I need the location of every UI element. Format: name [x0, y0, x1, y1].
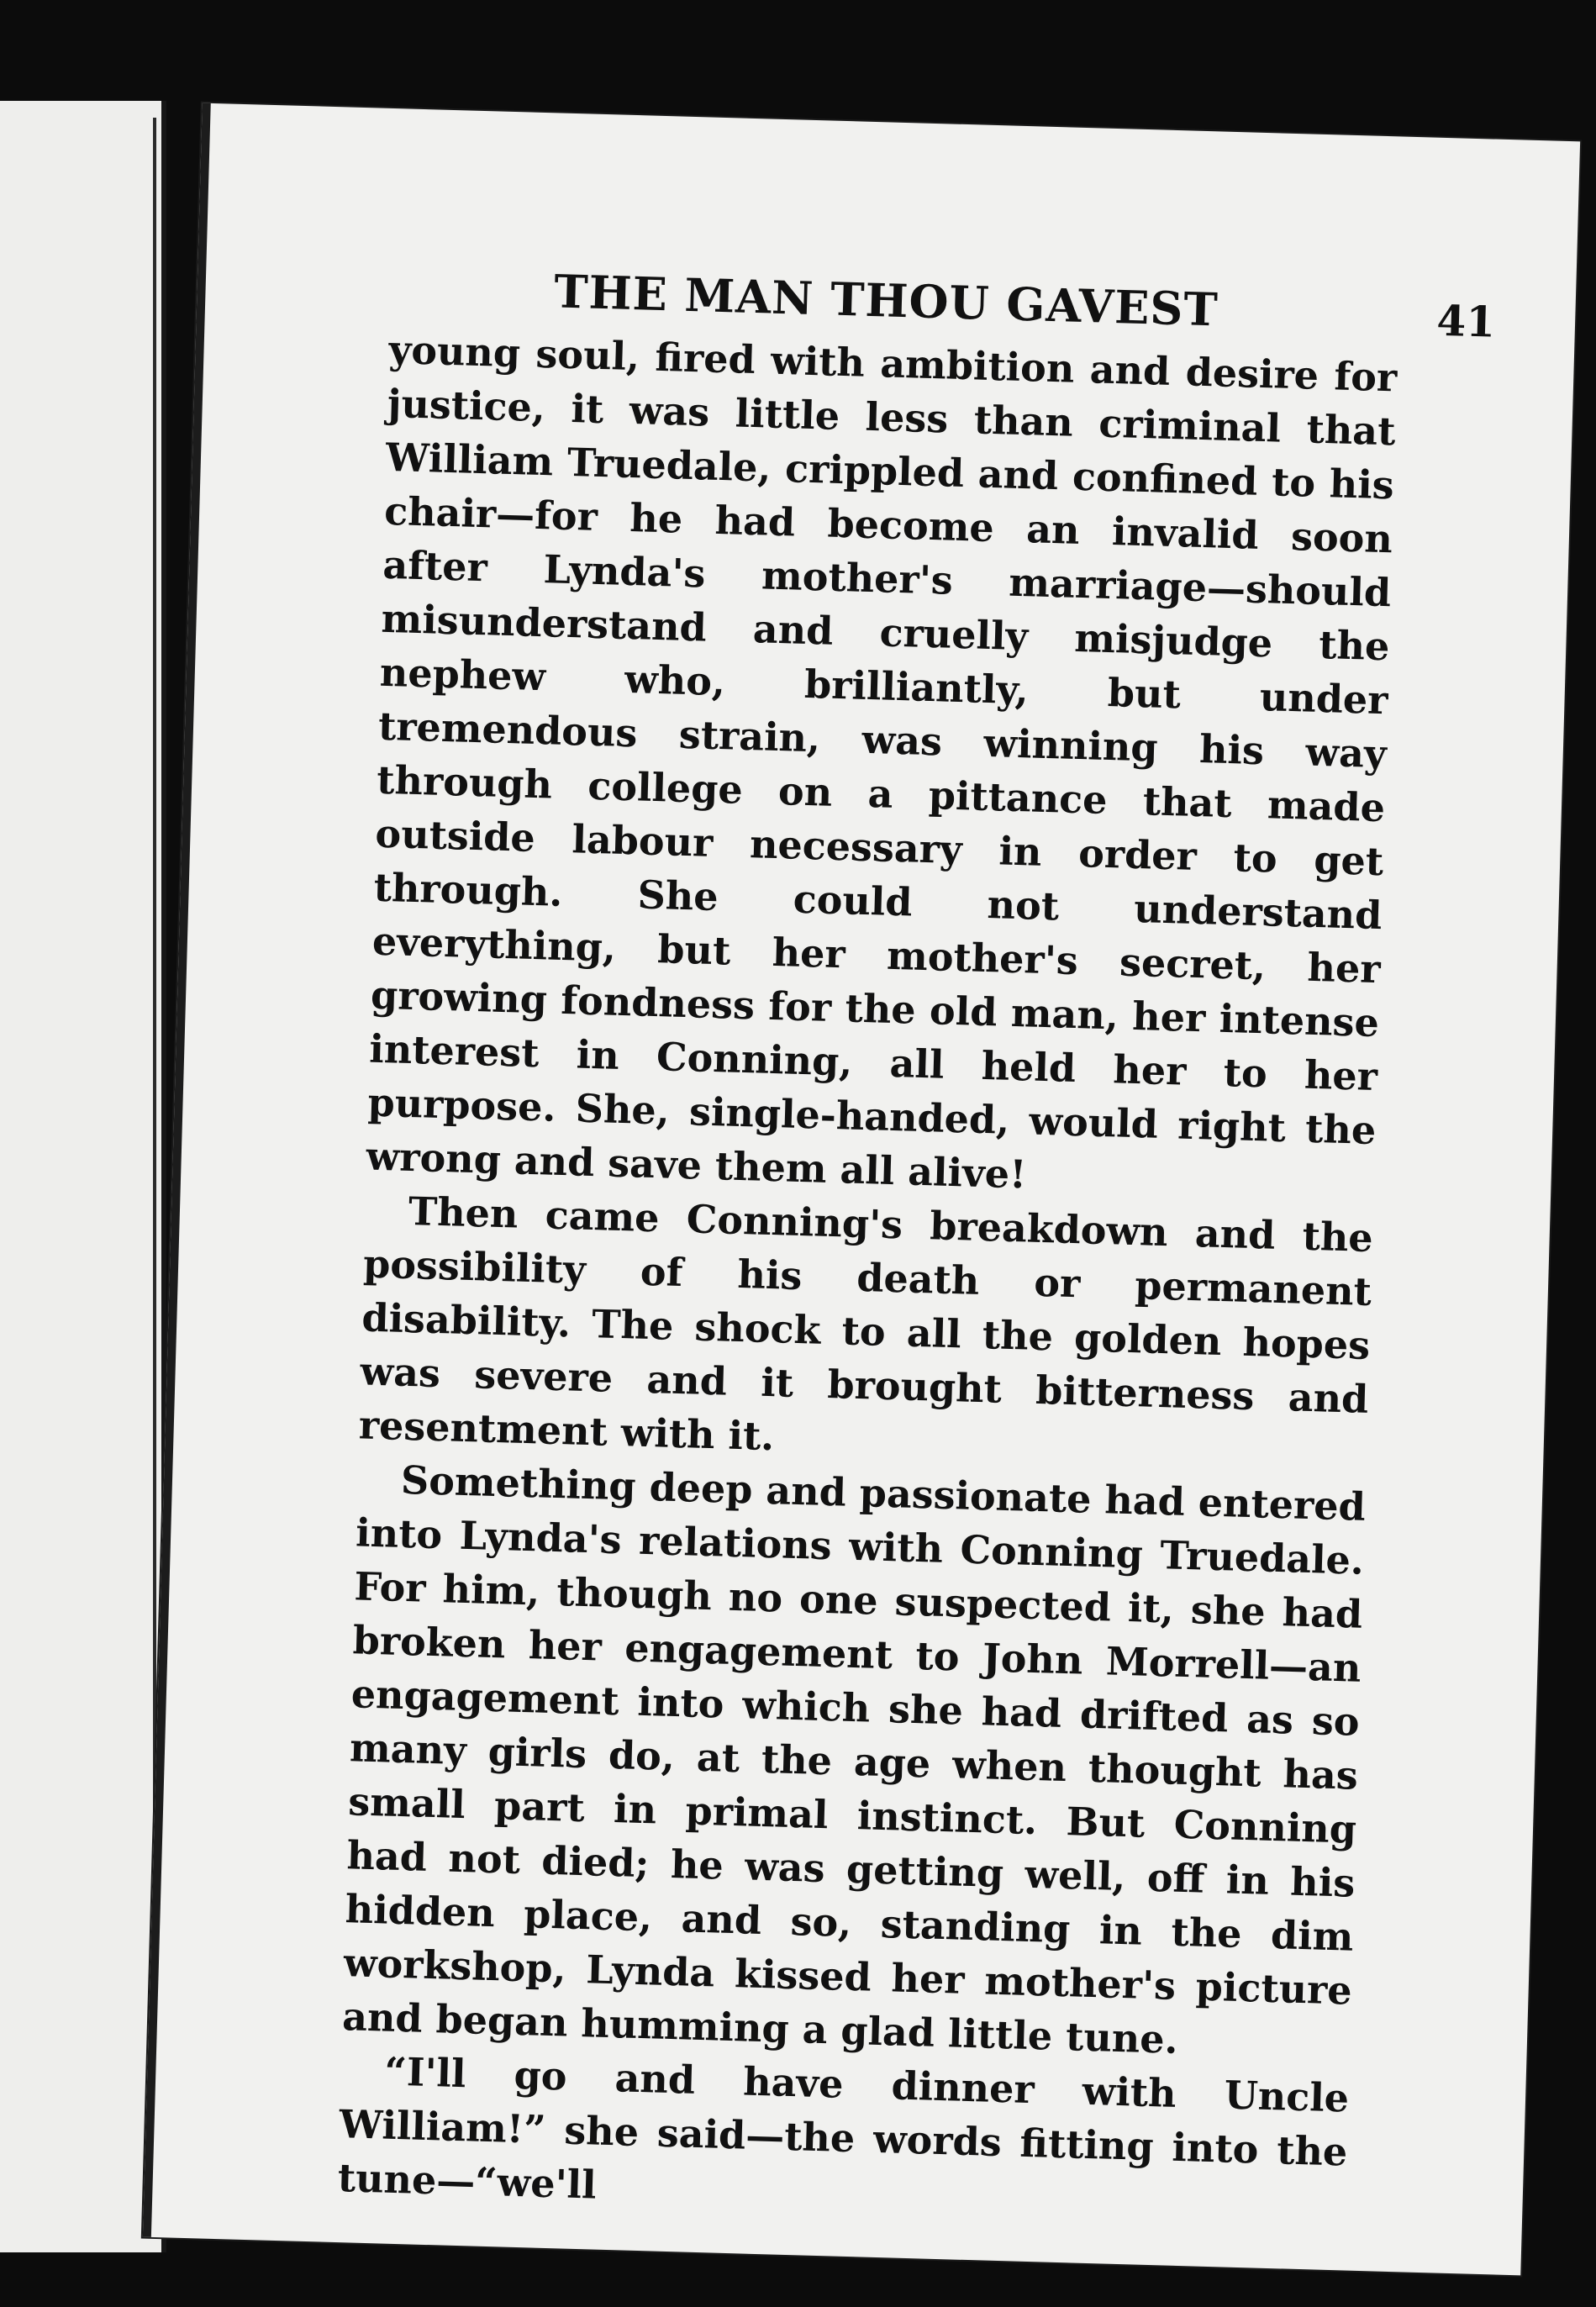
paragraph-3: Something deep and passionate had entered into Lynda's relations with Conning Truedale. For him, though no one suspected it, she had broken her engagement to John Morrell—an engagement into which she had drifted as so many girls do, at the age when thought has small part in primal instinct. But Conning had not died; he was getting well, off in his hidden place, and so, standing in the dim workshop, Lynda kissed her mother's picture and began humming a glad little tune. — [341, 1456, 1367, 2062]
facing-page — [0, 101, 166, 2252]
body-text — [337, 323, 1398, 2233]
running-head: THE MAN THOU GAVEST — [553, 264, 1219, 337]
paragraph-2: Then came Conning's breakdown and the possibility of his death or permanent disability. The shock to all the golden hopes was severe and it brought bitterness and resentment with it. — [358, 1188, 1374, 1460]
book-page — [143, 103, 1580, 2276]
paragraph-1: young soul, fired with ambition and desire for justice, it was little less than criminal that William Truedale, crippled and confined to his chair—for he had become an invalid soon after Lynda's mother's marriage—should misunderstand and cruelly misjudge the nephew who, brilliantly, but under tremendous strain, was winning his way through college on a pittance that made outside labour necessary in order to get through. She could not understand everything, but her mother's secret, her growing fondness for the old man, her intense interest in Conning, all held her to her purpose. She, single-handed, would right the wrong and save them all alive! — [366, 326, 1398, 1198]
page-number: 41 — [1435, 295, 1496, 347]
paragraph-4: “I'll go and have dinner with Uncle William!” she said—the words fitting into the tune—“we'll — [337, 2048, 1350, 2208]
